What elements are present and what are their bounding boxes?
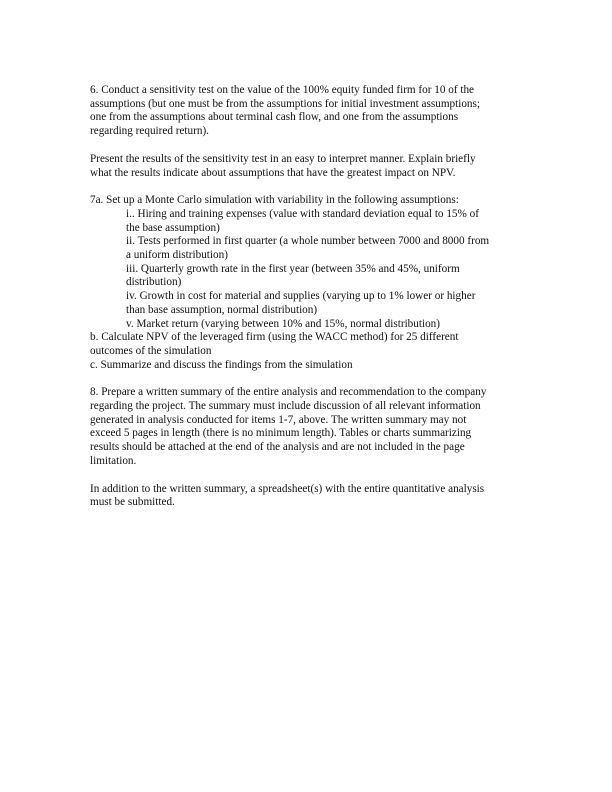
section-8-paragraph xyxy=(90,386,530,468)
monte-carlo-assumption-list xyxy=(90,208,530,331)
section-7b-line: b. Calculate NPV of the leveraged firm (using the WACC method) for 25 different xyxy=(90,331,459,344)
submission-paragraph xyxy=(90,483,530,510)
text-line: distribution) xyxy=(126,276,182,289)
section-6-paragraph xyxy=(90,84,530,139)
list-item xyxy=(126,263,530,290)
section-7 xyxy=(90,194,530,372)
text-line: regarding the project. The summary must include discussion of all relevant information xyxy=(90,400,481,413)
text-line: limitation. xyxy=(90,454,137,467)
text-line: the base assumption) xyxy=(126,221,220,234)
list-item xyxy=(126,208,530,235)
text-line: i.. Hiring and training expenses (value with standard deviation equal to 15% of xyxy=(126,207,479,220)
section-7a-intro: 7a. Set up a Monte Carlo simulation with variability in the following assumptions: xyxy=(90,194,459,207)
text-line: v. Market return (varying between 10% and 15%, normal distribution) xyxy=(126,317,440,330)
text-line: than base assumption, normal distribution) xyxy=(126,303,318,316)
text-line: exceed 5 pages in length (there is no minimum length). Tables or charts summarizing xyxy=(90,427,472,440)
section-7b-line: outcomes of the simulation xyxy=(90,344,212,357)
text-line: ii. Tests performed in first quarter (a whole number between 7000 and 8000 from xyxy=(126,235,490,248)
text-line: iv. Growth in cost for material and supplies (varying up to 1% lower or higher xyxy=(126,290,476,303)
section-6-present-paragraph xyxy=(90,153,530,180)
text-line: Present the results of the sensitivity test in an easy to interpret manner. Explain briefly xyxy=(90,152,476,165)
text-line: assumptions (but one must be from the assumptions for initial investment assumptions; xyxy=(90,97,480,110)
text-line: must be submitted. xyxy=(90,496,175,509)
list-item xyxy=(126,318,530,332)
section-7c-line: c. Summarize and discuss the findings from the simulation xyxy=(90,358,353,371)
text-line: results should be attached at the end of the analysis and are not included in the page xyxy=(90,441,465,454)
list-item xyxy=(126,290,530,317)
text-line: regarding required return). xyxy=(90,125,209,138)
list-item xyxy=(126,235,530,262)
text-line: 6. Conduct a sensitivity test on the value of the 100% equity funded firm for 10 of the xyxy=(90,84,475,96)
text-line: iii. Quarterly growth rate in the first year (between 35% and 45%, uniform xyxy=(126,262,460,275)
text-line: what the results indicate about assumptions that have the greatest impact on NPV. xyxy=(90,166,456,179)
text-line: one from the assumptions about terminal cash flow, and one from the assumptions xyxy=(90,111,459,124)
text-line: 8. Prepare a written summary of the entire analysis and recommendation to the company xyxy=(90,386,487,399)
text-line: a uniform distribution) xyxy=(126,249,228,262)
text-line: In addition to the written summary, a spreadsheet(s) with the entire quantitative analysis xyxy=(90,482,485,495)
text-line: generated in analysis conducted for items 1-7, above. The written summary may not xyxy=(90,413,467,426)
document-body xyxy=(90,84,530,510)
